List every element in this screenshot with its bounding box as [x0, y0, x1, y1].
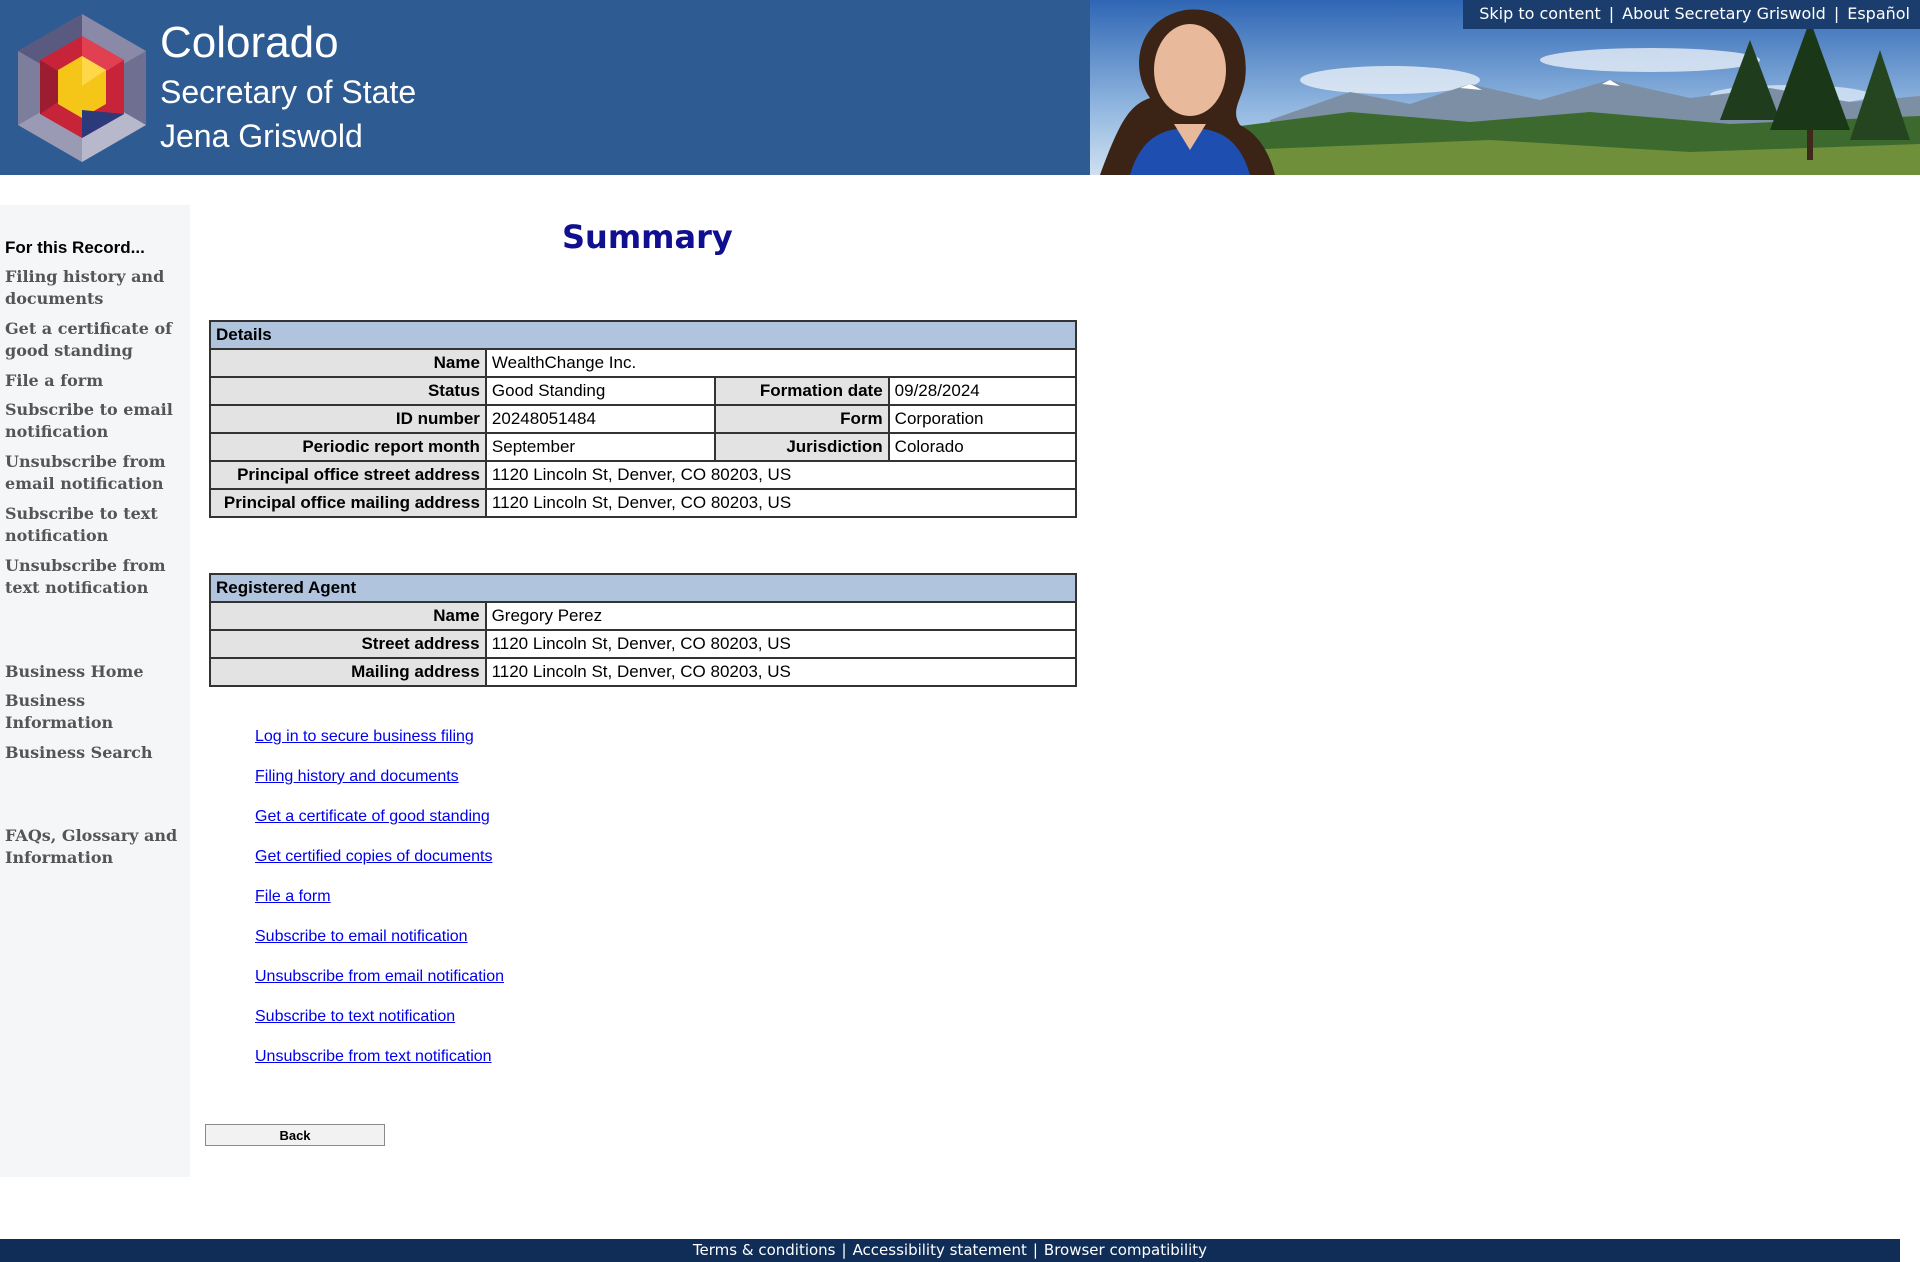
agent-name-value: Gregory Perez — [486, 602, 1076, 630]
unsubscribe-text-link[interactable]: Unsubscribe from text notification — [255, 1048, 492, 1065]
periodic-report-month-label: Periodic report month — [210, 433, 486, 461]
left-sidebar — [0, 205, 190, 1177]
record-actions-list — [255, 720, 504, 1080]
back-button[interactable]: Back — [205, 1124, 385, 1146]
sidebar-item-faqs[interactable]: FAQs, Glossary and Information — [5, 826, 178, 867]
jurisdiction-value: Colorado — [889, 433, 1076, 461]
sidebar-item-unsubscribe-text[interactable]: Unsubscribe from text notification — [5, 556, 166, 597]
id-number-label: ID number — [210, 405, 486, 433]
table-row — [210, 461, 1076, 489]
entity-name-value: WealthChange Inc. — [486, 349, 1076, 377]
periodic-report-month-value: September — [486, 433, 715, 461]
form-value: Corporation — [889, 405, 1076, 433]
sidebar-item-business-search[interactable]: Business Search — [5, 743, 153, 762]
table-row — [210, 405, 1076, 433]
sidebar-item-business-home[interactable]: Business Home — [5, 662, 144, 681]
terms-conditions-link[interactable]: Terms & conditions — [692, 1241, 836, 1259]
table-row — [210, 658, 1076, 686]
sidebar-item-certificate[interactable]: Get a certificate of good standing — [5, 319, 172, 360]
agent-mailing-value: 1120 Lincoln St, Denver, CO 80203, US — [486, 658, 1076, 686]
page-title: Summary — [562, 218, 733, 256]
site-footer: Terms & conditions | Accessibility statement | Browser compatibility — [0, 1239, 1900, 1262]
details-table — [209, 320, 1077, 518]
agent-header-row — [210, 574, 1076, 602]
table-row — [210, 489, 1076, 517]
office-name: Secretary of State — [160, 74, 417, 110]
accessibility-statement-link[interactable]: Accessibility statement — [852, 1241, 1027, 1259]
registered-agent-table — [209, 573, 1077, 687]
login-secure-filing-link[interactable]: Log in to secure business filing — [255, 728, 474, 745]
jurisdiction-label: Jurisdiction — [715, 433, 889, 461]
sidebar-item-subscribe-text[interactable]: Subscribe to text notification — [5, 504, 158, 545]
agent-section-title: Registered Agent — [210, 574, 1076, 602]
id-number-value: 20248051484 — [486, 405, 715, 433]
principal-mailing-value: 1120 Lincoln St, Denver, CO 80203, US — [486, 489, 1076, 517]
file-form-link[interactable]: File a form — [255, 888, 331, 905]
subscribe-email-link[interactable]: Subscribe to email notification — [255, 928, 468, 945]
official-name: Jena Griswold — [160, 118, 363, 154]
certified-copies-link[interactable]: Get certified copies of documents — [255, 848, 493, 865]
sidebar-item-business-information[interactable]: Business Information — [5, 691, 114, 732]
table-row — [210, 433, 1076, 461]
name-label: Name — [210, 349, 486, 377]
agent-mailing-label: Mailing address — [210, 658, 486, 686]
browser-compatibility-link[interactable]: Browser compatibility — [1043, 1241, 1208, 1259]
sidebar-item-filing-history[interactable]: Filing history and documents — [5, 267, 165, 308]
principal-mailing-label: Principal office mailing address — [210, 489, 486, 517]
state-name: Colorado — [160, 18, 339, 67]
table-row — [210, 630, 1076, 658]
agent-street-label: Street address — [210, 630, 486, 658]
sidebar-item-subscribe-email[interactable]: Subscribe to email notification — [5, 400, 173, 441]
agency-title — [160, 18, 416, 158]
certificate-good-standing-link[interactable]: Get a certificate of good standing — [255, 808, 490, 825]
sidebar-item-file-form[interactable]: File a form — [5, 371, 104, 390]
details-header-row — [210, 321, 1076, 349]
site-header — [0, 0, 1920, 175]
agent-street-value: 1120 Lincoln St, Denver, CO 80203, US — [486, 630, 1076, 658]
colorado-sos-logo-icon — [6, 10, 158, 166]
unsubscribe-email-link[interactable]: Unsubscribe from email notification — [255, 968, 504, 985]
table-row — [210, 377, 1076, 405]
formation-date-label: Formation date — [715, 377, 889, 405]
utility-nav: Skip to content | About Secretary Griswold | Español — [1463, 0, 1920, 29]
principal-street-label: Principal office street address — [210, 461, 486, 489]
table-row — [210, 349, 1076, 377]
subscribe-text-link[interactable]: Subscribe to text notification — [255, 1008, 456, 1025]
status-value: Good Standing — [486, 377, 715, 405]
details-section-title: Details — [210, 321, 1076, 349]
about-secretary-link[interactable]: About Secretary Griswold — [1622, 4, 1826, 23]
status-label: Status — [210, 377, 486, 405]
sidebar-item-unsubscribe-email[interactable]: Unsubscribe from email notification — [5, 452, 166, 493]
sidebar-heading: For this Record... — [5, 238, 145, 257]
table-row — [210, 602, 1076, 630]
skip-to-content-link[interactable]: Skip to content — [1479, 4, 1601, 23]
filing-history-link[interactable]: Filing history and documents — [255, 768, 459, 785]
principal-street-value: 1120 Lincoln St, Denver, CO 80203, US — [486, 461, 1076, 489]
agent-name-label: Name — [210, 602, 486, 630]
formation-date-value: 09/28/2024 — [889, 377, 1076, 405]
form-label: Form — [715, 405, 889, 433]
espanol-link[interactable]: Español — [1847, 4, 1910, 23]
